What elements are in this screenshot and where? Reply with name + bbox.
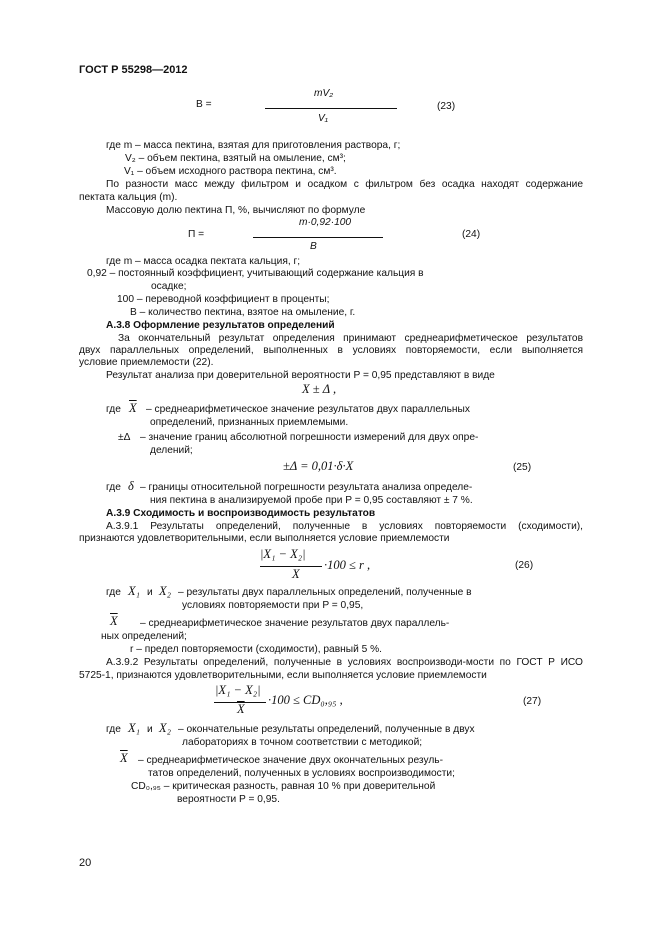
symbol-x-mean: $\overline{X}$ bbox=[110, 614, 118, 628]
formula-26-numerator: |X₁ − X₂| bbox=[260, 547, 306, 561]
where-24-line-4: 100 – переводной коэффициент в проценты; bbox=[117, 294, 330, 305]
where-26-lead: где bbox=[106, 587, 121, 598]
formula-24-denominator: B bbox=[310, 241, 317, 252]
formula-26-number: (26) bbox=[515, 560, 534, 571]
where-delta-line-2: делений; bbox=[150, 445, 193, 456]
where-27-line-3: – среднеарифметическое значение двух окончательных резуль- bbox=[138, 755, 443, 766]
formula-27-numerator: |X₁ − X₂| bbox=[215, 683, 261, 697]
where-26-line-4: ных определений; bbox=[101, 631, 187, 642]
symbol-x-mean: $\overline{X}$ bbox=[129, 401, 137, 415]
formula-result-x: X ± Δ , bbox=[302, 382, 337, 396]
where-x-lead: где bbox=[106, 404, 121, 415]
symbol-x-mean: $\overline{X}$ bbox=[120, 751, 128, 765]
paragraph-difference-line-2: пектата кальция (m). bbox=[79, 192, 178, 203]
formula-24-numerator: m·0,92·100 bbox=[299, 217, 352, 228]
where-23-line-3: V₁ – объем исходного раствора пектина, см³. bbox=[124, 166, 337, 177]
section-a392-line-1: А.3.9.2 Результаты определений, полученные в условиях воспроизводи-мости по ГОСТ Р ИСО bbox=[106, 657, 583, 668]
where-25-line-1: – границы относительной погрешности результата анализа определе- bbox=[140, 482, 473, 493]
where-27-and: и bbox=[147, 724, 153, 735]
formula-25: ±Δ = 0,01·δ·X bbox=[283, 459, 354, 473]
formula-27-rest: ·100 ≤ CD₀,₉₅ , bbox=[268, 693, 343, 707]
where-24-line-3: осадке; bbox=[151, 281, 187, 292]
symbol-delta: ±Δ bbox=[118, 432, 131, 443]
formula-24-number: (24) bbox=[462, 229, 481, 240]
where-27-line-1: – окончательные результаты определений, полученные в двух bbox=[178, 724, 475, 735]
formula-23-denominator: V₁ bbox=[318, 113, 329, 124]
where-delta-line-1: – значение границ абсолютной погрешности измерений для двух опре- bbox=[140, 432, 479, 443]
where-25-line-2: ния пектина в анализируемой пробе при P = 0,95 составляют ± 7 %. bbox=[150, 495, 473, 506]
where-26-and: и bbox=[147, 587, 153, 598]
where-27-lead: где bbox=[106, 724, 121, 735]
symbol-x1: X₁ bbox=[128, 721, 140, 735]
formula-23-lhs: B = bbox=[196, 99, 212, 110]
where-23-line-1: где m – масса пектина, взятая для приготовления раствора, г; bbox=[106, 140, 401, 151]
symbol-delta-small: δ bbox=[128, 479, 134, 493]
symbol-x2: X₂ bbox=[159, 584, 171, 598]
section-a38-heading: А.3.8 Оформление результатов определений bbox=[106, 320, 335, 331]
fraction-bar bbox=[253, 237, 383, 238]
symbol-x2: X₂ bbox=[159, 721, 171, 735]
formula-24-lhs: П = bbox=[188, 229, 205, 240]
formula-27-denominator: $\overline{X}$ bbox=[237, 702, 245, 716]
where-24-line-2: 0,92 – постоянный коэффициент, учитывающий содержание кальция в bbox=[87, 268, 424, 279]
section-a391-line-2: признаются удовлетворительными, если выполняется условие приемлемости bbox=[79, 533, 450, 544]
formula-23-numerator: mV₂ bbox=[314, 88, 334, 99]
formula-25-number: (25) bbox=[513, 462, 532, 473]
where-27-line-2: лабораториях в точном соответствии с методикой; bbox=[182, 737, 423, 748]
fraction-bar bbox=[265, 108, 397, 109]
where-26-line-3: – среднеарифметическое значение результатов двух параллель- bbox=[140, 618, 450, 629]
where-26-line-5: r – предел повторяемости (сходимости), равный 5 %. bbox=[130, 644, 382, 655]
where-24-line-5: B – количество пектина, взятое на омыление, г. bbox=[130, 307, 356, 318]
section-a38-line-4: Результат анализа при доверительной вероятности P = 0,95 представляют в виде bbox=[106, 370, 495, 381]
where-26-line-2: условиях повторяемости при P = 0,95, bbox=[182, 600, 364, 611]
formula-23-number: (23) bbox=[437, 101, 456, 112]
section-a38-line-3: условие приемлемости (22). bbox=[79, 357, 214, 368]
section-a39-heading: А.3.9 Сходимость и воспроизводимость результатов bbox=[106, 508, 376, 519]
section-a38-line-2: двух параллельных определений, выполненных в условиях повторяемости, если выполняется bbox=[79, 345, 583, 356]
where-27-line-4: татов определений, полученных в условиях воспроизводимости; bbox=[148, 768, 455, 779]
formula-27-number: (27) bbox=[523, 696, 542, 707]
section-a391-line-1: А.3.9.1 Результаты определений, полученные в условиях повторяемости (сходимости), bbox=[106, 521, 583, 532]
where-x-line-2: определений, признанных приемлемыми. bbox=[150, 417, 349, 428]
where-23-line-2: V₂ – объем пектина, взятый на омыление, см³; bbox=[125, 153, 346, 164]
formula-26-denominator: $\overline{X}$ bbox=[292, 567, 300, 581]
symbol-x1: X₁ bbox=[128, 584, 140, 598]
where-27-line-6: вероятности P = 0,95. bbox=[177, 794, 280, 805]
where-x-line-1: – среднеарифметическое значение результатов двух параллельных bbox=[146, 404, 470, 415]
fraction-bar bbox=[260, 566, 322, 567]
section-a392-line-2: 5725-1, признаются удовлетворительными, если выполняется условие приемлемости bbox=[79, 670, 487, 681]
page-number: 20 bbox=[79, 857, 92, 869]
section-a38-line-1: За окончательный результат определения принимают среднеарифметическое результатов bbox=[118, 333, 583, 344]
where-27-line-5: CD₀,₉₅ – критическая разность, равная 10 % при доверительной bbox=[131, 781, 436, 792]
paragraph-mass-fraction: Массовую долю пектина П, %, вычисляют по формуле bbox=[106, 205, 366, 216]
paragraph-difference-line-1: По разности масс между фильтром и осадком с фильтром без осадка находят содержание bbox=[106, 179, 583, 190]
where-26-line-1: – результаты двух параллельных определений, полученные в bbox=[178, 587, 472, 598]
where-25-lead: где bbox=[106, 482, 121, 493]
where-24-line-1: где m – масса осадка пектата кальция, г; bbox=[106, 256, 301, 267]
formula-26-rest: ·100 ≤ r , bbox=[324, 558, 371, 572]
document-header: ГОСТ Р 55298—2012 bbox=[79, 64, 188, 76]
